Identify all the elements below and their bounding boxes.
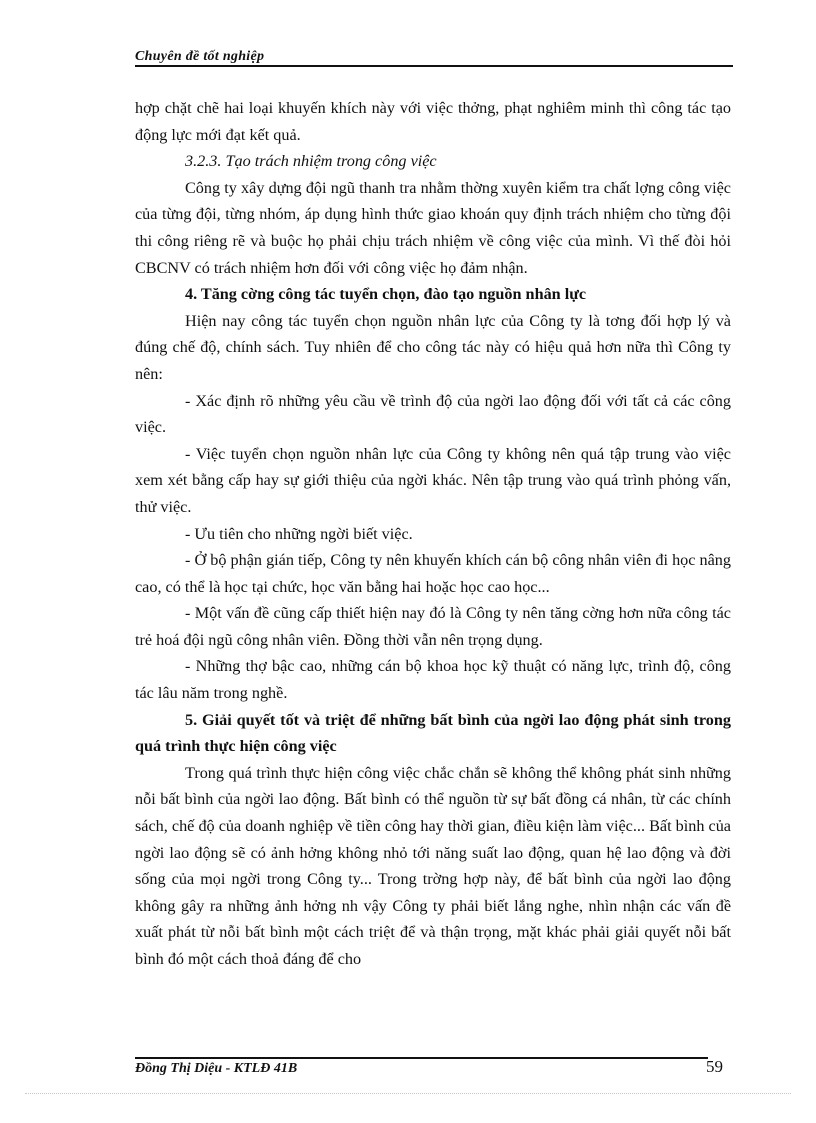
bullet-item: - Xác định rõ những yêu cầu về trình độ của ngời lao động đối với tất cả các công việc.	[135, 391, 731, 437]
footer-author: Đồng Thị Diệu - KTLĐ 41B	[135, 1061, 298, 1076]
document-body	[135, 95, 731, 973]
bullet-item: - Ưu tiên cho những ngời biết việc.	[185, 524, 413, 543]
header-rule	[135, 65, 733, 67]
section-heading-4: 4. Tăng cờng công tác tuyển chọn, đào tạo nguồn nhân lực	[185, 285, 587, 304]
bullet-item: - Một vấn đề cũng cấp thiết hiện nay đó là Công ty nên tăng cờng hơn nữa công tác trẻ hoá đội ngũ công nhân viên. Đồng thời vẫn nên trọng dụng.	[135, 604, 731, 649]
bullet-item: - Ở bộ phận gián tiếp, Công ty nên khuyến khích cán bộ công nhân viên đi học nâng cao, có thể là học tại chức, học văn bằng hai hoặc học cao học...	[135, 551, 731, 596]
page-number: 59	[706, 1057, 723, 1076]
paragraph-continuation: hợp chặt chẽ hai loại khuyến khích này với việc thởng, phạt nghiêm minh thì công tác tạo động lực mới đạt kết quả.	[135, 99, 731, 144]
subsection-heading-3-2-3: 3.2.3. Tạo trách nhiệm trong công việc	[185, 152, 437, 171]
footer-rule	[135, 1057, 708, 1059]
running-header: Chuyên đề tốt nghiệp	[135, 49, 265, 64]
paragraph-responsibility: Công ty xây dựng đội ngũ thanh tra nhằm thờng xuyên kiểm tra chất lợng công việc của từng đội, từng nhóm, áp dụng hình thức giao khoán quy định trách nhiệm cho từng đội thi công riêng rẽ và buộc họ phải chịu trách nhiệm về công việc của mình. Vì thế đòi hỏi CBCNV có trách nhiệm hơn đối với công việc họ đảm nhận.	[135, 178, 731, 277]
section-heading-5: 5. Giải quyết tốt và triệt để những bất bình của ngời lao động phát sinh trong quá trình thực hiện công việc	[135, 710, 731, 756]
paragraph-recruitment: Hiện nay công tác tuyển chọn nguồn nhân lực của Công ty là tơng đối hợp lý và đúng chế độ, chính sách. Tuy nhiên để cho công tác này có hiệu quả hơn nữa thì Công ty nên:	[135, 311, 731, 383]
paragraph-grievances: Trong quá trình thực hiện công việc chắc chắn sẽ không thể không phát sinh những nỗi bất bình của ngời lao động. Bất bình có thể nguồn từ sự bất đồng cá nhân, từ các chính sách, chế độ của doanh nghiệp về tiền công hay thời gian, điều kiện làm việc... Bất bình của ngời lao động sẽ có ảnh hởng không nhỏ tới năng suất lao động, quan hệ lao động và đời sống của mọi ngời trong Công ty... Trong trờng hợp này, để bất bình của ngời lao động không gây ra những ảnh hởng nh vậy Công ty phải biết lắng nghe, nhìn nhận các vấn đề xuất phát từ nỗi bất bình một cách triệt để và thận trọng, mặt khác phải giải quyết nỗi bất bình đó một cách thoả đáng để cho	[135, 763, 731, 968]
page-bottom-divider	[25, 1093, 791, 1094]
bullet-item: - Việc tuyển chọn nguồn nhân lực của Công ty không nên quá tập trung vào việc xem xét bằng cấp hay sự giới thiệu của ngời khác. Nên tập trung vào quá trình phỏng vấn, thử việc.	[135, 444, 731, 516]
bullet-item: - Những thợ bậc cao, những cán bộ khoa học kỹ thuật có năng lực, trình độ, công tác lâu năm trong nghề.	[135, 657, 731, 703]
